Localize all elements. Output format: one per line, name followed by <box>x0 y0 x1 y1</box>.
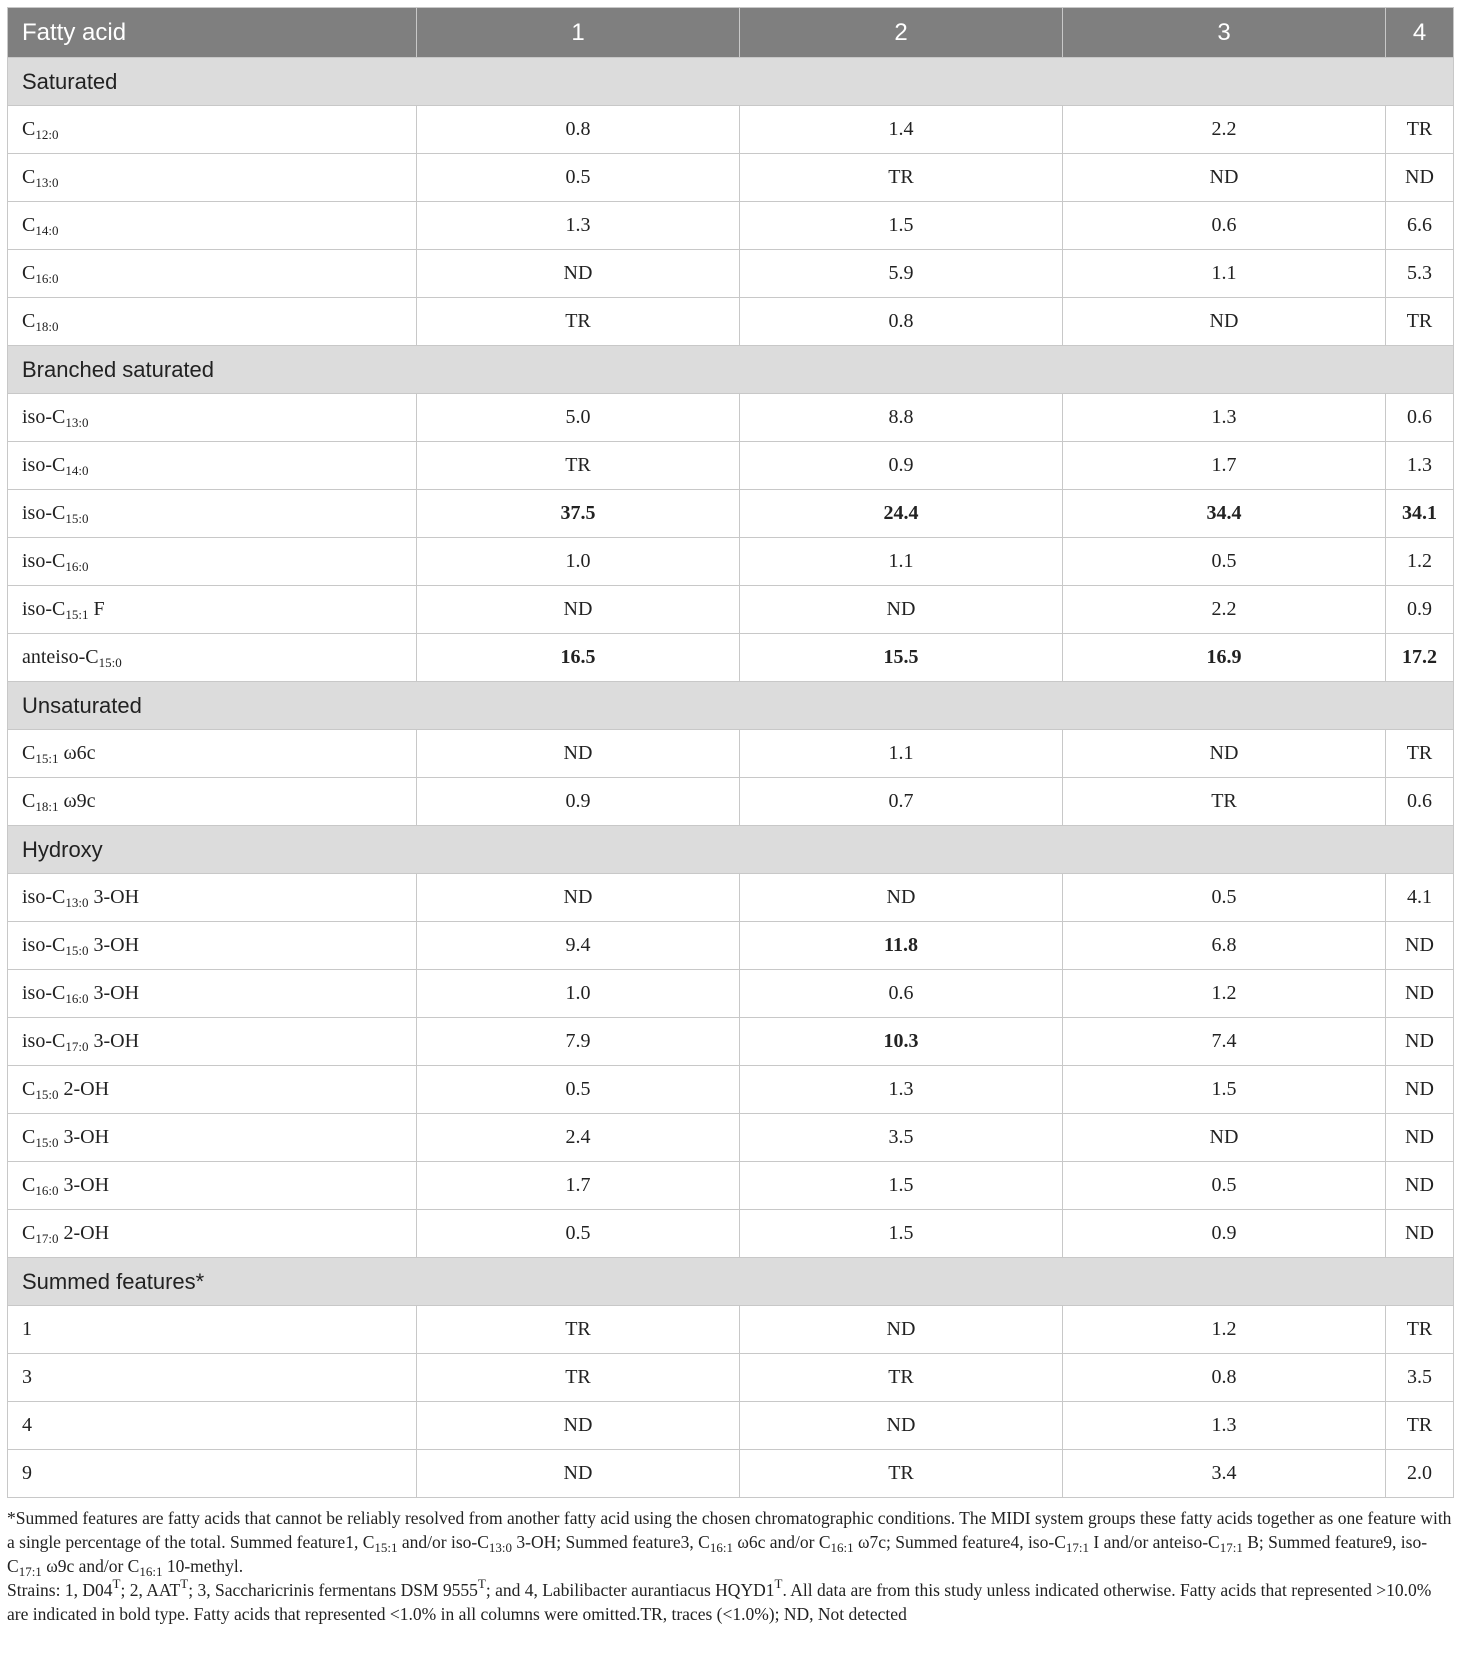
value-cell: 3.5 <box>1386 1354 1454 1402</box>
name-prefix: 4 <box>22 1414 32 1436</box>
section-row <box>8 682 1454 730</box>
name-prefix: 3 <box>22 1366 32 1388</box>
value-cell: 2.2 <box>1063 586 1386 634</box>
table-row <box>8 1018 1454 1066</box>
value-cell: 5.0 <box>417 394 740 442</box>
value-cell: 0.6 <box>1386 778 1454 826</box>
name-subscript: 18:0 <box>35 319 59 334</box>
header-fatty-acid: Fatty acid <box>8 8 417 58</box>
table-row <box>8 970 1454 1018</box>
name-prefix: iso-C <box>22 982 66 1004</box>
name-prefix: C <box>22 742 36 764</box>
value-cell: TR <box>1386 106 1454 154</box>
value-cell: ND <box>1386 922 1454 970</box>
value-cell: 17.2 <box>1386 634 1454 682</box>
value-cell: 16.5 <box>417 634 740 682</box>
value-cell: 0.5 <box>417 1210 740 1258</box>
name-subscript: 16:0 <box>65 559 89 574</box>
name-subscript: 16:0 <box>35 271 59 286</box>
name-suffix: ω6c <box>58 742 96 764</box>
value-cell: ND <box>1063 1114 1386 1162</box>
value-cell: 1.3 <box>1386 442 1454 490</box>
fatty-acid-name <box>8 586 417 634</box>
value-cell: ND <box>740 586 1063 634</box>
section-row <box>8 826 1454 874</box>
value-cell: 4.1 <box>1386 874 1454 922</box>
value-cell: 2.4 <box>417 1114 740 1162</box>
fatty-acid-name <box>8 970 417 1018</box>
value-cell: 1.0 <box>417 970 740 1018</box>
footnote-strains <box>7 1578 1453 1626</box>
fatty-acid-name <box>8 1114 417 1162</box>
name-subscript: 13:0 <box>65 895 89 910</box>
value-cell: 6.8 <box>1063 922 1386 970</box>
name-prefix: C <box>22 118 36 140</box>
name-subscript: 16:0 <box>65 991 89 1006</box>
value-cell: ND <box>1063 730 1386 778</box>
note-segment: T <box>180 1576 189 1591</box>
name-subscript: 17:0 <box>35 1231 59 1246</box>
name-subscript: 15:0 <box>35 1087 59 1102</box>
value-cell: 1.1 <box>740 538 1063 586</box>
value-cell: 1.7 <box>1063 442 1386 490</box>
name-suffix: 3-OH <box>88 886 140 908</box>
value-cell: ND <box>417 730 740 778</box>
value-cell: TR <box>1386 1306 1454 1354</box>
name-subscript: 13:0 <box>35 175 59 190</box>
value-cell: 0.9 <box>1063 1210 1386 1258</box>
note-segment: ; 3, Saccharicrinis fermentans DSM 9555 <box>188 1580 478 1600</box>
table-row <box>8 298 1454 346</box>
name-prefix: C <box>22 262 36 284</box>
note-segment: 16:1 <box>139 1564 163 1579</box>
name-suffix: 2-OH <box>58 1078 110 1100</box>
table-row <box>8 1114 1454 1162</box>
value-cell: TR <box>417 442 740 490</box>
name-prefix: C <box>22 1078 36 1100</box>
name-prefix: C <box>22 1126 36 1148</box>
name-subscript: 15:0 <box>65 943 89 958</box>
note-segment: Strains: 1, D04 <box>7 1580 113 1600</box>
value-cell: ND <box>1063 298 1386 346</box>
value-cell: 1.1 <box>740 730 1063 778</box>
value-cell: 1.7 <box>417 1162 740 1210</box>
name-suffix: 3-OH <box>88 982 140 1004</box>
value-cell: 0.8 <box>417 106 740 154</box>
value-cell: TR <box>1386 730 1454 778</box>
value-cell: TR <box>740 1450 1063 1498</box>
value-cell: 0.8 <box>740 298 1063 346</box>
value-cell: 0.5 <box>417 154 740 202</box>
value-cell: 1.3 <box>740 1066 1063 1114</box>
table-row <box>8 250 1454 298</box>
note-segment: *Summed features are fatty acids that cannot be reliably resolved from another fatty acid using the chosen chromatographic conditions. The MIDI system groups these fatty acids together as one feature with a single percentage of the total. Summed feature1, C <box>7 1508 1452 1552</box>
table-figure <box>7 7 1453 1626</box>
table-row <box>8 202 1454 250</box>
name-suffix: 3-OH <box>58 1126 110 1148</box>
header-col-2: 2 <box>740 8 1063 58</box>
table-row <box>8 1450 1454 1498</box>
fatty-acid-name <box>8 154 417 202</box>
header-row <box>8 8 1454 58</box>
note-segment: I and/or anteiso-C <box>1089 1532 1220 1552</box>
section-row <box>8 1258 1454 1306</box>
value-cell: 37.5 <box>417 490 740 538</box>
fatty-acid-name <box>8 490 417 538</box>
value-cell: ND <box>740 1306 1063 1354</box>
fatty-acid-name <box>8 394 417 442</box>
note-segment: T <box>774 1576 783 1591</box>
fatty-acid-name <box>8 538 417 586</box>
note-segment: 13:0 <box>488 1540 513 1555</box>
fatty-acid-name <box>8 106 417 154</box>
value-cell: ND <box>1063 154 1386 202</box>
name-subscript: 15:0 <box>65 511 89 526</box>
fatty-acid-name <box>8 730 417 778</box>
name-prefix: C <box>22 1222 36 1244</box>
value-cell: TR <box>417 1354 740 1402</box>
name-subscript: 14:0 <box>35 223 59 238</box>
section-title: Hydroxy <box>8 826 1454 874</box>
note-segment: and/or iso-C <box>397 1532 489 1552</box>
value-cell: ND <box>417 250 740 298</box>
fatty-acid-name <box>8 922 417 970</box>
value-cell: 2.2 <box>1063 106 1386 154</box>
table-row <box>8 154 1454 202</box>
name-subscript: 14:0 <box>65 463 89 478</box>
value-cell: 6.6 <box>1386 202 1454 250</box>
note-segment: ω9c and/or C <box>41 1556 140 1576</box>
fatty-acid-name <box>8 298 417 346</box>
value-cell: 1.5 <box>740 202 1063 250</box>
value-cell: ND <box>740 1402 1063 1450</box>
fatty-acid-table <box>7 7 1454 1498</box>
note-segment: ; and 4, Labilibacter aurantiacus HQYD1 <box>485 1580 775 1600</box>
table-row <box>8 490 1454 538</box>
value-cell: 5.9 <box>740 250 1063 298</box>
note-segment: 16:1 <box>709 1540 733 1555</box>
fatty-acid-name <box>8 1354 417 1402</box>
name-prefix: C <box>22 790 36 812</box>
fatty-acid-name <box>8 778 417 826</box>
fatty-acid-name <box>8 202 417 250</box>
note-segment: . All data are from this study unless indicated otherwise. Fatty acids that represented >10.0% are indicated in bold type. Fatty acids that represented <1.0% in all columns were omitted.TR, traces (<1.0%); ND, Not detected <box>7 1580 1432 1624</box>
note-segment: ω6c and/or C <box>732 1532 831 1552</box>
value-cell: 1.5 <box>1063 1066 1386 1114</box>
name-subscript: 17:0 <box>65 1039 89 1054</box>
value-cell: 0.5 <box>1063 874 1386 922</box>
name-prefix: iso-C <box>22 1030 66 1052</box>
value-cell: TR <box>1386 298 1454 346</box>
table-row <box>8 874 1454 922</box>
fatty-acid-name <box>8 1162 417 1210</box>
name-subscript: 12:0 <box>35 127 59 142</box>
value-cell: 1.4 <box>740 106 1063 154</box>
name-suffix: 3-OH <box>88 934 140 956</box>
value-cell: TR <box>417 1306 740 1354</box>
value-cell: ND <box>1386 970 1454 1018</box>
value-cell: TR <box>740 1354 1063 1402</box>
value-cell: 2.0 <box>1386 1450 1454 1498</box>
fatty-acid-name <box>8 634 417 682</box>
value-cell: 0.7 <box>740 778 1063 826</box>
value-cell: 1.0 <box>417 538 740 586</box>
name-prefix: iso-C <box>22 934 66 956</box>
value-cell: ND <box>740 874 1063 922</box>
note-segment: ; 2, AAT <box>120 1580 181 1600</box>
table-row <box>8 634 1454 682</box>
value-cell: ND <box>1386 1114 1454 1162</box>
name-prefix: anteiso-C <box>22 646 99 668</box>
value-cell: TR <box>1386 1402 1454 1450</box>
value-cell: 11.8 <box>740 922 1063 970</box>
value-cell: 0.5 <box>1063 1162 1386 1210</box>
value-cell: 1.3 <box>1063 394 1386 442</box>
note-segment: 17:1 <box>1219 1540 1243 1555</box>
value-cell: 0.9 <box>740 442 1063 490</box>
value-cell: 5.3 <box>1386 250 1454 298</box>
value-cell: ND <box>1386 1162 1454 1210</box>
table-row <box>8 778 1454 826</box>
fatty-acid-name <box>8 250 417 298</box>
table-row <box>8 922 1454 970</box>
value-cell: 15.5 <box>740 634 1063 682</box>
name-prefix: iso-C <box>22 454 66 476</box>
section-row <box>8 346 1454 394</box>
value-cell: 1.3 <box>1063 1402 1386 1450</box>
name-subscript: 16:0 <box>35 1183 59 1198</box>
value-cell: 0.6 <box>1063 202 1386 250</box>
section-title: Branched saturated <box>8 346 1454 394</box>
table-notes <box>7 1506 1453 1626</box>
table-row <box>8 538 1454 586</box>
table-row <box>8 106 1454 154</box>
name-suffix: 2-OH <box>58 1222 110 1244</box>
value-cell: 34.4 <box>1063 490 1386 538</box>
table-row <box>8 442 1454 490</box>
value-cell: 0.8 <box>1063 1354 1386 1402</box>
value-cell: 1.2 <box>1063 970 1386 1018</box>
value-cell: 3.5 <box>740 1114 1063 1162</box>
name-prefix: 9 <box>22 1462 32 1484</box>
value-cell: ND <box>417 586 740 634</box>
value-cell: 1.2 <box>1386 538 1454 586</box>
name-suffix: F <box>88 598 105 620</box>
name-suffix: 3-OH <box>58 1174 110 1196</box>
value-cell: 0.9 <box>1386 586 1454 634</box>
value-cell: 7.4 <box>1063 1018 1386 1066</box>
name-subscript: 15:0 <box>98 655 122 670</box>
name-prefix: C <box>22 214 36 236</box>
note-segment: 17:1 <box>18 1564 42 1579</box>
section-title: Unsaturated <box>8 682 1454 730</box>
name-prefix: iso-C <box>22 550 66 572</box>
value-cell: 0.6 <box>1386 394 1454 442</box>
table-row <box>8 1066 1454 1114</box>
fatty-acid-name <box>8 1450 417 1498</box>
header-col-3: 3 <box>1063 8 1386 58</box>
name-subscript: 15:1 <box>65 607 89 622</box>
value-cell: 7.9 <box>417 1018 740 1066</box>
value-cell: 1.2 <box>1063 1306 1386 1354</box>
header-col-4: 4 <box>1386 8 1454 58</box>
name-prefix: C <box>22 310 36 332</box>
footnote-summed-features <box>7 1506 1453 1578</box>
value-cell: 24.4 <box>740 490 1063 538</box>
value-cell: ND <box>417 1402 740 1450</box>
value-cell: 16.9 <box>1063 634 1386 682</box>
note-segment: 10-methyl. <box>162 1556 244 1576</box>
value-cell: TR <box>740 154 1063 202</box>
fatty-acid-name <box>8 442 417 490</box>
fatty-acid-name <box>8 1306 417 1354</box>
note-segment: T <box>477 1576 486 1591</box>
name-suffix: ω9c <box>58 790 96 812</box>
section-title: Summed features* <box>8 1258 1454 1306</box>
value-cell: ND <box>1386 154 1454 202</box>
fatty-acid-name <box>8 1066 417 1114</box>
fatty-acid-name <box>8 1018 417 1066</box>
name-prefix: iso-C <box>22 598 66 620</box>
value-cell: 0.5 <box>1063 538 1386 586</box>
table-row <box>8 1354 1454 1402</box>
note-segment: 17:1 <box>1065 1540 1089 1555</box>
value-cell: ND <box>1386 1066 1454 1114</box>
table-row <box>8 730 1454 778</box>
table-row <box>8 1402 1454 1450</box>
name-subscript: 13:0 <box>65 415 89 430</box>
value-cell: ND <box>1386 1018 1454 1066</box>
fatty-acid-name <box>8 1402 417 1450</box>
value-cell: 1.1 <box>1063 250 1386 298</box>
name-subscript: 15:1 <box>35 751 59 766</box>
value-cell: 3.4 <box>1063 1450 1386 1498</box>
value-cell: 0.9 <box>417 778 740 826</box>
value-cell: ND <box>417 874 740 922</box>
header-col-1: 1 <box>417 8 740 58</box>
name-prefix: C <box>22 1174 36 1196</box>
section-row <box>8 58 1454 106</box>
table-row <box>8 586 1454 634</box>
value-cell: 1.3 <box>417 202 740 250</box>
note-segment: 16:1 <box>830 1540 854 1555</box>
value-cell: 34.1 <box>1386 490 1454 538</box>
table-row <box>8 1162 1454 1210</box>
fatty-acid-name <box>8 874 417 922</box>
note-segment: ω7c; Summed feature4, iso-C <box>853 1532 1066 1552</box>
name-subscript: 18:1 <box>35 799 59 814</box>
section-title: Saturated <box>8 58 1454 106</box>
note-segment: 3-OH; Summed feature3, C <box>512 1532 710 1552</box>
name-prefix: iso-C <box>22 406 66 428</box>
table-body <box>8 58 1454 1498</box>
name-subscript: 15:0 <box>35 1135 59 1150</box>
value-cell: 1.5 <box>740 1162 1063 1210</box>
name-suffix: 3-OH <box>88 1030 140 1052</box>
value-cell: 10.3 <box>740 1018 1063 1066</box>
value-cell: TR <box>417 298 740 346</box>
value-cell: 9.4 <box>417 922 740 970</box>
table-row <box>8 394 1454 442</box>
table-row <box>8 1306 1454 1354</box>
value-cell: 8.8 <box>740 394 1063 442</box>
fatty-acid-name <box>8 1210 417 1258</box>
name-prefix: 1 <box>22 1318 32 1340</box>
value-cell: TR <box>1063 778 1386 826</box>
note-segment: T <box>112 1576 121 1591</box>
table-row <box>8 1210 1454 1258</box>
value-cell: 0.5 <box>417 1066 740 1114</box>
value-cell: ND <box>1386 1210 1454 1258</box>
value-cell: ND <box>417 1450 740 1498</box>
name-prefix: iso-C <box>22 886 66 908</box>
note-segment: 15:1 <box>374 1540 398 1555</box>
value-cell: 0.6 <box>740 970 1063 1018</box>
name-prefix: iso-C <box>22 502 66 524</box>
name-prefix: C <box>22 166 36 188</box>
value-cell: 1.5 <box>740 1210 1063 1258</box>
note-segment: B; Summed feature9, iso-C <box>7 1532 1428 1576</box>
